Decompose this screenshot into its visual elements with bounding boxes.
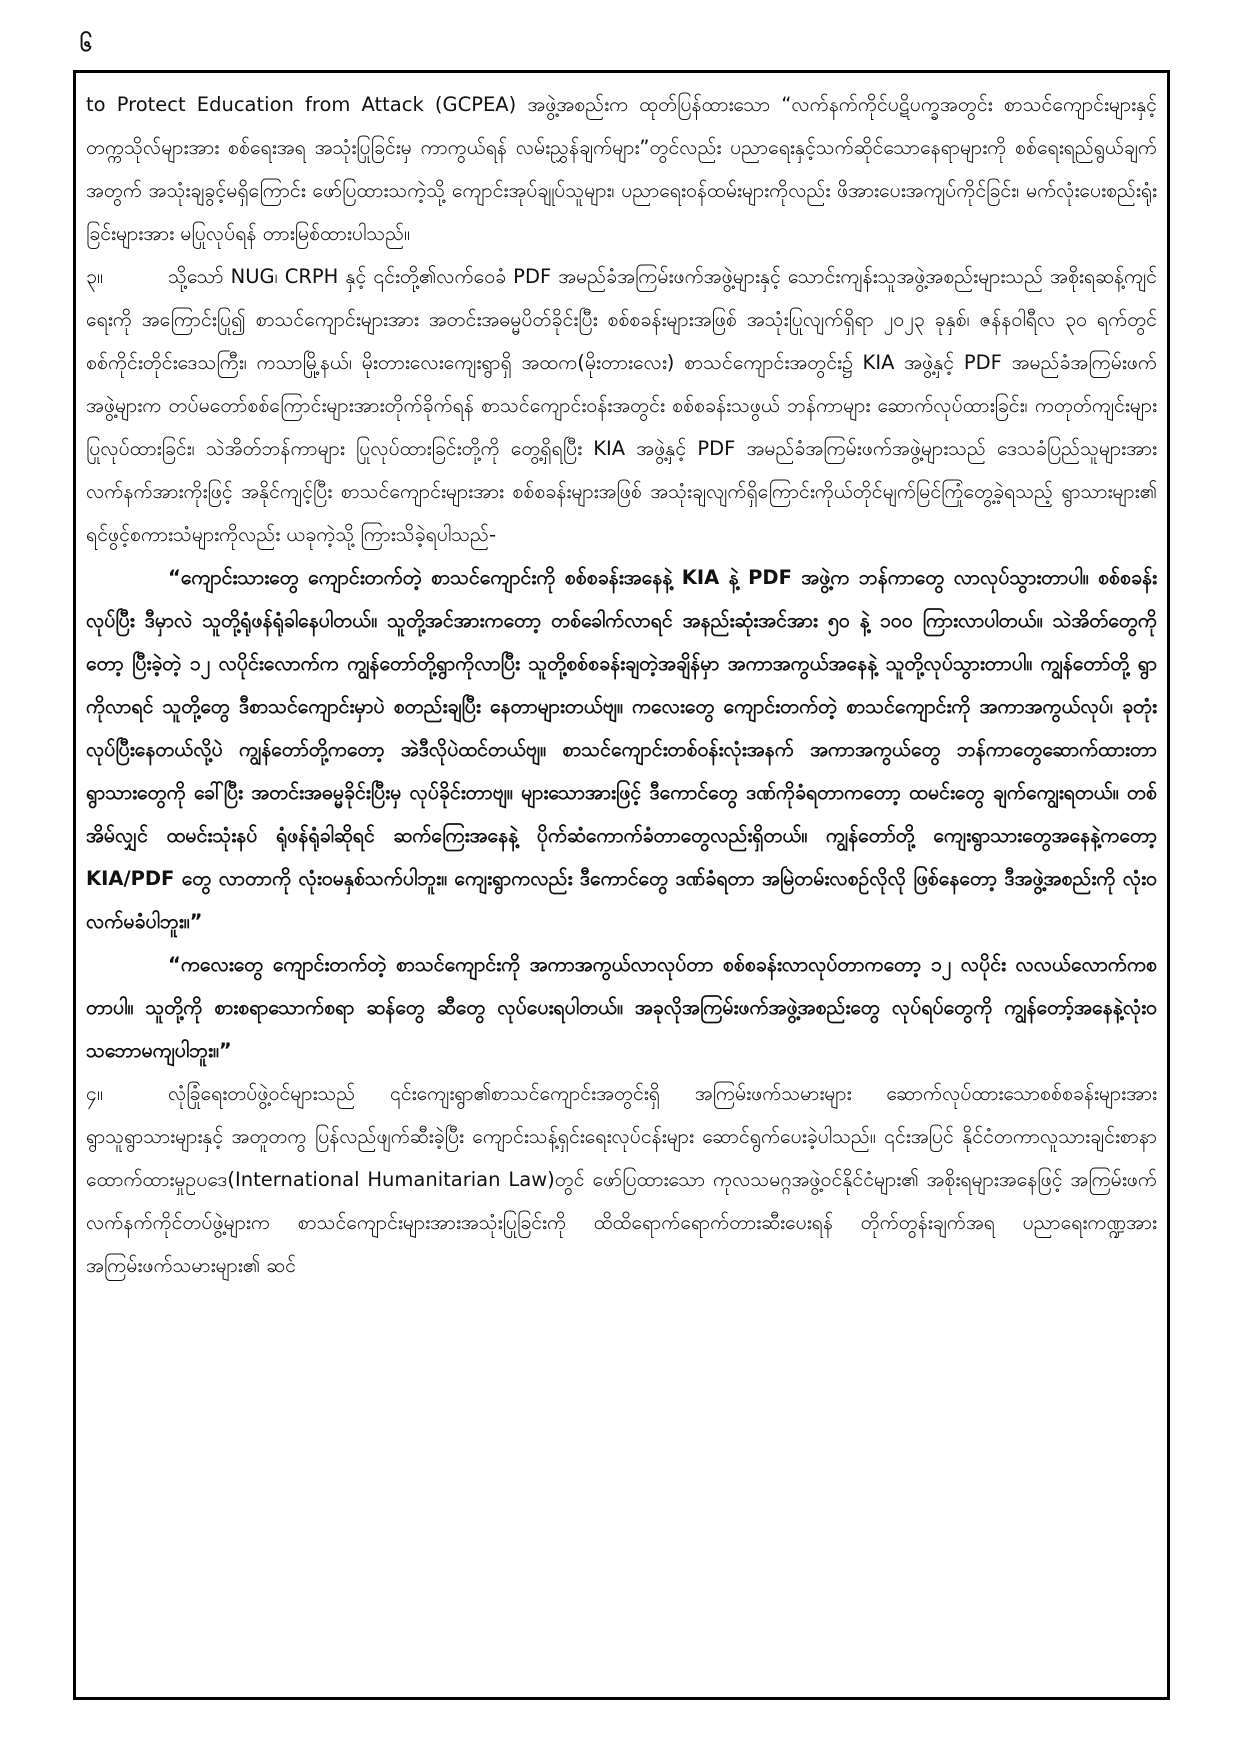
paragraph-text: သို့သော် NUG၊ CRPH နှင့် ၎င်းတို့၏လက်ဝေခံ PDF အမည်ခံအကြမ်းဖက်အဖွဲ့များနှင့် သောင်းကျန်းသူအဖွဲ့အစည်းများသည် အစိုးရဆန့်ကျင်ရေးကို အကြောင်းပြု၍ စာသင်ကျောင်းများအား အတင်းအဓမ္မပိတ်ခိုင်းပြီး စစ်စခန်းများအဖြစ် အသုံးပြုလျက်ရှိရာ ၂၀၂၃ ခုနှစ်၊ ဇန်နဝါရီလ ၃၀ ရက်တွင် စစ်ကိုင်းတိုင်းဒေသကြီး၊ ကသာမြို့နယ်၊ မိုးတားလေးကျေးရွာရှိ အထက(မိုးတားလေး) စာသင်ကျောင်းအတွင်း၌ KIA အဖွဲ့နှင့် PDF အမည်ခံအကြမ်းဖက်အဖွဲ့များက တပ်မတော်စစ်ကြောင်းများအားတိုက်ခိုက်ရန် စာသင်ကျောင်းဝန်းအတွင်း စစ်စခန်းသဖွယ် ဘန်ကာများ ဆောက်လုပ်ထားခြင်း၊ ကတုတ်ကျင်းများ ပြုလုပ်ထားခြင်း၊ သဲအိတ်ဘန်ကာများ ပြုလုပ်ထားခြင်းတို့ကို တွေ့ရှိရပြီး KIA အဖွဲ့နှင့် PDF အမည်ခံအကြမ်းဖက်အဖွဲ့များသည် ဒေသခံပြည်သူများအား လက်နက်အားကိုးဖြင့် အနိုင်ကျင့်ပြီး စာသင်ကျောင်းများအား စစ်စခန်းများအဖြစ် အသုံးချလျက်ရှိကြောင်းကိုယ်တိုင်မျက်မြင်ကြုံတွေ့ခဲ့ရသည့် ရွာသားများ၏ ရင်ဖွင့်စကားသံများကိုလည်း ယခုကဲ့သို့ ကြားသိခဲ့ရပါသည်- — [86, 265, 1157, 546]
quote-villager-2: “ကလေးတွေ ကျောင်းတက်တဲ့ စာသင်ကျောင်းကို အကာအကွယ်လာလုပ်တာ စစ်စခန်းလာလုပ်တာကတော့ ၁၂ လပိုင်း လလယ်လောက်ကစတာပါ။ သူတို့ကို စားစရာသောက်စရာ ဆန်တွေ ဆီတွေ လုပ်ပေးရပါတယ်။ အခုလိုအကြမ်းဖက်အဖွဲ့အစည်းတွေ လုပ်ရပ်တွေကို ကျွန်တော့်အနေနဲ့လုံးဝသဘောမကျပါဘူး။” — [86, 953, 1157, 1062]
paragraph-number: ၄။ — [86, 1082, 103, 1105]
paragraph-3 — [86, 255, 1157, 556]
page-number: ၆ — [80, 32, 93, 57]
paragraph-4 — [86, 1072, 1157, 1287]
paragraph-text: လုံခြုံရေးတပ်ဖွဲ့ဝင်များသည် ၎င်းကျေးရွာ၏စာသင်ကျောင်းအတွင်းရှိ အကြမ်းဖက်သမားများ ဆောက်လုပ်ထားသောစစ်စခန်းများအား ရွာသူရွာသားများနှင့် အတူတကွ ပြန်လည်ဖျက်ဆီးခဲ့ပြီး ကျောင်းသန့်ရှင်းရေးလုပ်ငန်းများ ဆောင်ရွက်ပေးခဲ့ပါသည်။ ၎င်းအပြင် နိုင်ငံတကာလူသားချင်းစာနာထောက်ထားမှုဥပဒေ(International Humanitarian Law)တွင် ဖော်ပြထားသော ကုလသမဂ္ဂအဖွဲ့ဝင်နိုင်ငံများ၏ အစိုးရများအနေဖြင့် အကြမ်းဖက်လက်နက်ကိုင်တပ်ဖွဲ့များက စာသင်ကျောင်းများအားအသုံးပြုခြင်းကို ထိထိရောက်ရောက်တားဆီးပေးရန် တိုက်တွန်းချက်အရ ပညာရေးကဏ္ဍအား အကြမ်းဖက်သမားများ၏ ဆင် — [86, 1082, 1157, 1277]
paragraph-continuation: to Protect Education from Attack (GCPEA) အဖွဲ့အစည်းက ထုတ်ပြန်ထားသော “လက်နက်ကိုင်ပဋိပက္ခအတွင်း စာသင်ကျောင်းများနှင့် တက္ကသိုလ်များအား စစ်ရေးအရ အသုံးပြုခြင်းမှ ကာကွယ်ရန် လမ်းညွှန်ချက်များ”တွင်လည်း ပညာရေးနှင့်သက်ဆိုင်သောနေရာများကို စစ်ရေးရည်ရွယ်ချက်အတွက် အသုံးချခွင့်မရှိကြောင်း ဖော်ပြထားသကဲ့သို့ ကျောင်းအုပ်ချုပ်သူများ၊ ပညာရေးဝန်ထမ်းများကိုလည်း ဖိအားပေးအကျပ်ကိုင်ခြင်း၊ မက်လုံးပေးစည်းရုံးခြင်းများအား မပြုလုပ်ရန် တားမြစ်ထားပါသည်။ — [86, 93, 1157, 245]
quote-villager-1: “ကျောင်းသားတွေ ကျောင်းတက်တဲ့ စာသင်ကျောင်းကို စစ်စခန်းအနေနဲ့ KIA နဲ့ PDF အဖွဲ့က ဘန်ကာတွေ လာလုပ်သွားတာပါ။ စစ်စခန်းလုပ်ပြီး ဒီမှာလဲ သူတို့ရုံဖန်ရုံခါနေပါတယ်။ သူတို့အင်အားကတော့ တစ်ခေါက်လာရင် အနည်းဆုံးအင်အား ၅၀ နဲ့ ၁၀၀ ကြားလာပါတယ်။ သဲအိတ်တွေကိုတော့ ပြီးခဲ့တဲ့ ၁၂ လပိုင်းလောက်က ကျွန်တော်တို့ရွာကိုလာပြီး သူတို့စစ်စခန်းချတဲ့အချိန်မှာ အကာအကွယ်အနေနဲ့ သူတို့လုပ်သွားတာပါ။ ကျွန်တော်တို့ ရွာကိုလာရင် သူတို့တွေ ဒီစာသင်ကျောင်းမှာပဲ စတည်းချပြီး နေတာများတယ်ဗျ။ ကလေးတွေ ကျောင်းတက်တဲ့ စာသင်ကျောင်းကို အကာအကွယ်လုပ်၊ ခုတုံးလုပ်ပြီးနေတယ်လို့ပဲ ကျွန်တော်တို့ကတော့ အဲဒီလိုပဲထင်တယ်ဗျ။ စာသင်ကျောင်းတစ်ဝန်းလုံးအနက် အကာအကွယ်တွေ ဘန်ကာတွေဆောက်ထားတာ ရွာသားတွေကို ခေါ်ပြီး အတင်းအဓမ္မခိုင်းပြီးမှ လုပ်ခိုင်းတာဗျ။ များသောအားဖြင့် ဒီကောင်တွေ ဒဏ်ကိုခံရတာကတော့ ထမင်းတွေ ချက်ကျွေးရတယ်။ တစ်အိမ်လျှင် ထမင်းသုံးနပ် ရုံဖန်ရုံခါဆိုရင် ဆက်ကြေးအနေနဲ့ ပိုက်ဆံကောက်ခံတာတွေလည်းရှိတယ်။ ကျွန်တော်တို့ ကျေးရွာသားတွေအနေနဲ့ကတော့ KIA/PDF တွေ လာတာကို လုံးဝမနှစ်သက်ပါဘူး။ ကျေးရွာကလည်း ဒီကောင်တွေ ဒဏ်ခံရတာ အမြဲတမ်းလစဉ်လိုလို ဖြစ်နေတော့ ဒီအဖွဲ့အစည်းကို လုံးဝလက်မခံပါဘူး။” — [86, 566, 1157, 933]
page-frame — [73, 70, 1170, 1700]
paragraph-number: ၃။ — [86, 265, 103, 288]
